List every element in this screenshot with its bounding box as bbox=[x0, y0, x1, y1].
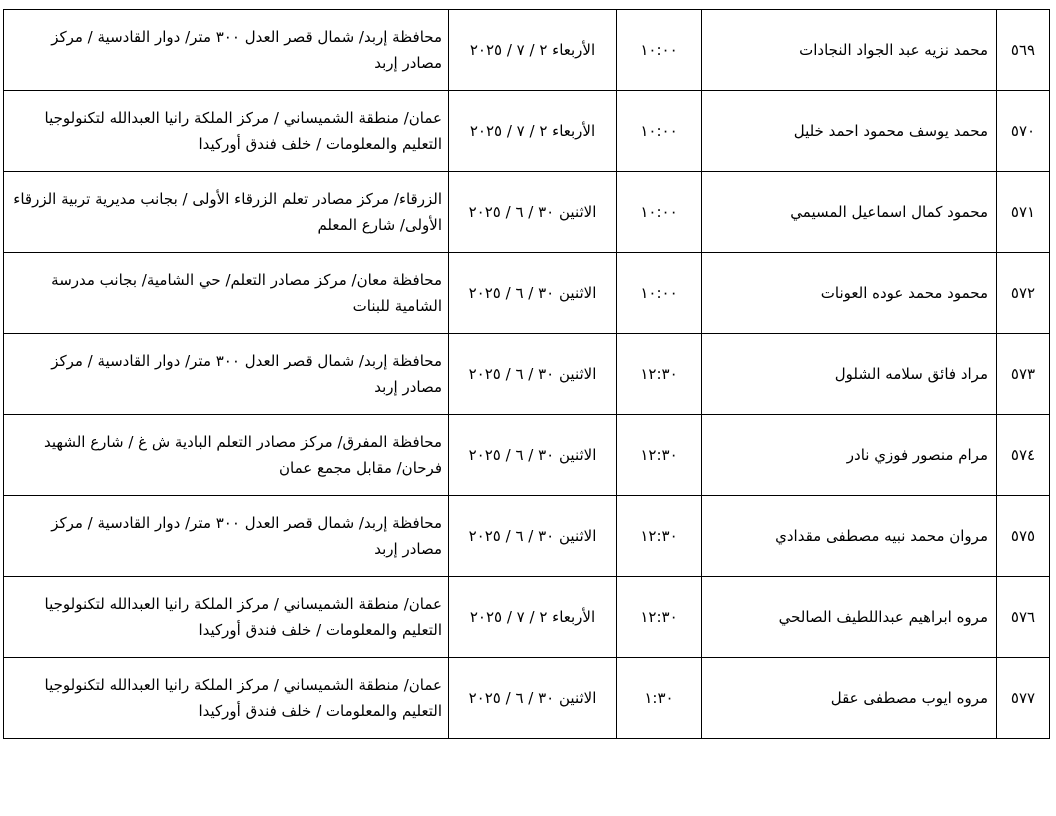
row-number: ٥٧٢ bbox=[997, 253, 1050, 334]
exam-date: الاثنين ٣٠ / ٦ / ٢٠٢٥ bbox=[449, 415, 617, 496]
table-row bbox=[4, 253, 1050, 334]
exam-location bbox=[4, 496, 449, 577]
exam-location-text: عمان/ منطقة الشميساني / مركز الملكة رانيا العبدالله لتكنولوجيا التعليم والمعلومات / خلف فندق أوركيدا bbox=[44, 675, 442, 720]
row-number: ٥٦٩ bbox=[997, 10, 1050, 91]
exam-time: ١٠:٠٠ bbox=[617, 91, 702, 172]
exam-location-text: محافظة إربد/ شمال قصر العدل ٣٠٠ متر/ دوار القادسية / مركز مصادر إربد bbox=[51, 351, 442, 396]
table-row bbox=[4, 415, 1050, 496]
exam-location bbox=[4, 415, 449, 496]
exam-time: ١٠:٠٠ bbox=[617, 10, 702, 91]
exam-location-text: محافظة إربد/ شمال قصر العدل ٣٠٠ متر/ دوار القادسية / مركز مصادر إربد bbox=[51, 27, 442, 72]
document-page bbox=[3, 9, 1050, 739]
exam-location bbox=[4, 91, 449, 172]
table-row bbox=[4, 172, 1050, 253]
candidate-name: مروان محمد نبيه مصطفى مقدادي bbox=[702, 496, 997, 577]
exam-time: ١٠:٠٠ bbox=[617, 253, 702, 334]
row-number: ٥٧٧ bbox=[997, 658, 1050, 739]
row-number: ٥٧٤ bbox=[997, 415, 1050, 496]
exam-location bbox=[4, 658, 449, 739]
exam-date: الأربعاء ٢ / ٧ / ٢٠٢٥ bbox=[449, 10, 617, 91]
exam-date: الاثنين ٣٠ / ٦ / ٢٠٢٥ bbox=[449, 172, 617, 253]
exam-location-text: عمان/ منطقة الشميساني / مركز الملكة رانيا العبدالله لتكنولوجيا التعليم والمعلومات / خلف فندق أوركيدا bbox=[44, 594, 442, 639]
table-row bbox=[4, 10, 1050, 91]
exam-date: الاثنين ٣٠ / ٦ / ٢٠٢٥ bbox=[449, 496, 617, 577]
exam-date: الاثنين ٣٠ / ٦ / ٢٠٢٥ bbox=[449, 334, 617, 415]
candidate-name: محمد يوسف محمود احمد خليل bbox=[702, 91, 997, 172]
exam-time: ١٠:٠٠ bbox=[617, 172, 702, 253]
row-number: ٥٧٥ bbox=[997, 496, 1050, 577]
exam-date: الأربعاء ٢ / ٧ / ٢٠٢٥ bbox=[449, 577, 617, 658]
exam-location bbox=[4, 577, 449, 658]
exam-time: ١٢:٣٠ bbox=[617, 577, 702, 658]
candidate-name: محمود كمال اسماعيل المسيمي bbox=[702, 172, 997, 253]
candidate-name: مروه ابراهيم عبداللطيف الصالحي bbox=[702, 577, 997, 658]
table-row bbox=[4, 658, 1050, 739]
exam-location-text: محافظة إربد/ شمال قصر العدل ٣٠٠ متر/ دوار القادسية / مركز مصادر إربد bbox=[51, 513, 442, 558]
row-number: ٥٧١ bbox=[997, 172, 1050, 253]
candidate-name: محمد نزيه عبد الجواد النجادات bbox=[702, 10, 997, 91]
row-number: ٥٧٣ bbox=[997, 334, 1050, 415]
table-row bbox=[4, 496, 1050, 577]
candidate-name: مراد فائق سلامه الشلول bbox=[702, 334, 997, 415]
exam-time: ١:٣٠ bbox=[617, 658, 702, 739]
exam-location bbox=[4, 172, 449, 253]
exam-location-text: محافظة المفرق/ مركز مصادر التعلم البادية ش غ / شارع الشهيد فرحان/ مقابل مجمع عمان bbox=[44, 432, 442, 477]
exam-location-text: محافظة معان/ مركز مصادر التعلم/ حي الشامية/ بجانب مدرسة الشامية للبنات bbox=[51, 270, 442, 315]
candidate-name: مرام منصور فوزي نادر bbox=[702, 415, 997, 496]
exam-location-text: الزرقاء/ مركز مصادر تعلم الزرقاء الأولى / بجانب مديرية تربية الزرقاء الأولى/ شارع المعلم bbox=[13, 189, 442, 234]
exam-location bbox=[4, 253, 449, 334]
exam-time: ١٢:٣٠ bbox=[617, 496, 702, 577]
exam-date: الاثنين ٣٠ / ٦ / ٢٠٢٥ bbox=[449, 658, 617, 739]
exam-date: الاثنين ٣٠ / ٦ / ٢٠٢٥ bbox=[449, 253, 617, 334]
exam-time: ١٢:٣٠ bbox=[617, 415, 702, 496]
exam-time: ١٢:٣٠ bbox=[617, 334, 702, 415]
table-row bbox=[4, 577, 1050, 658]
exam-location-text: عمان/ منطقة الشميساني / مركز الملكة رانيا العبدالله لتكنولوجيا التعليم والمعلومات / خلف فندق أوركيدا bbox=[44, 108, 442, 153]
candidate-name: محمود محمد عوده العونات bbox=[702, 253, 997, 334]
table-row bbox=[4, 334, 1050, 415]
exam-date: الأربعاء ٢ / ٧ / ٢٠٢٥ bbox=[449, 91, 617, 172]
exam-location bbox=[4, 10, 449, 91]
table-row bbox=[4, 91, 1050, 172]
row-number: ٥٧٠ bbox=[997, 91, 1050, 172]
exam-schedule-table bbox=[3, 9, 1050, 739]
exam-location bbox=[4, 334, 449, 415]
row-number: ٥٧٦ bbox=[997, 577, 1050, 658]
candidate-name: مروه ايوب مصطفى عقل bbox=[702, 658, 997, 739]
